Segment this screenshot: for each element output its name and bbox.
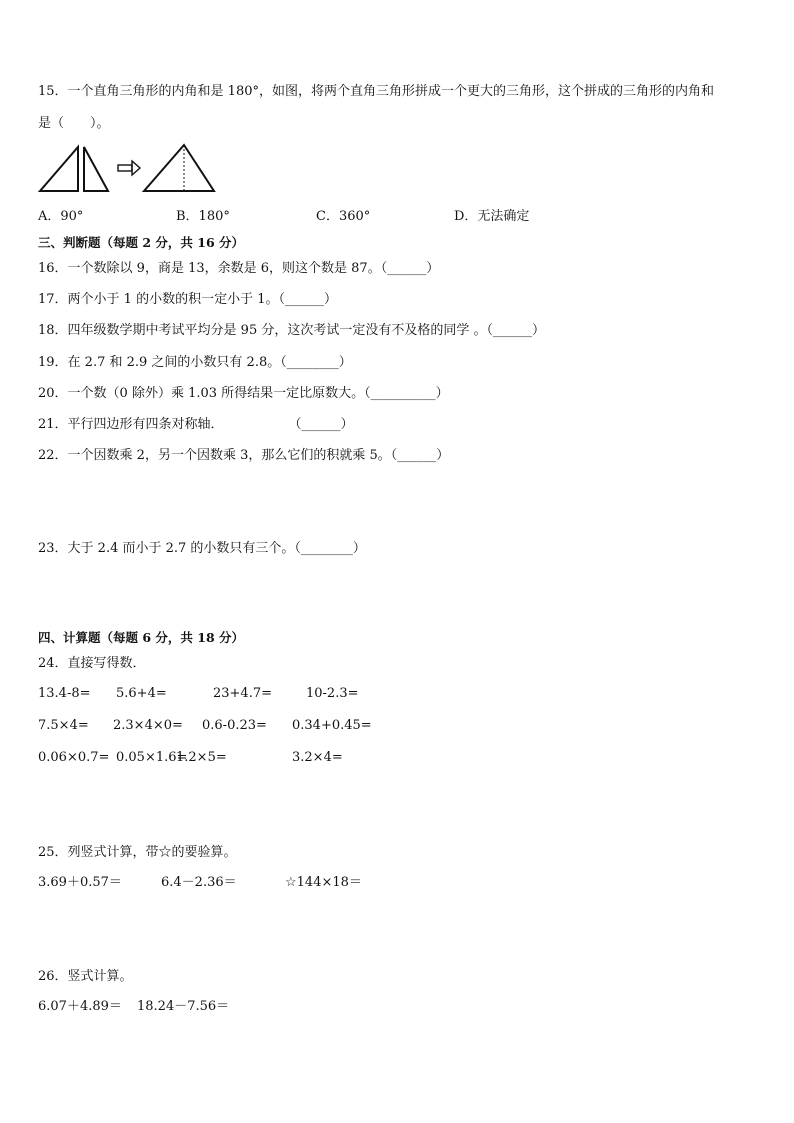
q22-text: 22．一个因数乘 2，另一个因数乘 3，那么它们的积就乘 5。（______）: [38, 448, 450, 463]
q24-r1-c1: 13.4-8=: [38, 686, 91, 701]
section3-title: 三、判断题（每题 2 分，共 16 分）: [38, 235, 245, 250]
q15-triangle-figure: [38, 143, 298, 195]
q24-r2-c1: 7.5×4=: [38, 718, 89, 733]
q25-item-3: ☆144×18＝: [285, 875, 362, 890]
q24-r2-c2: 2.3×4×0=: [113, 718, 183, 733]
q24-r3-c2: 0.05×1.6=: [116, 750, 188, 765]
q25-item-2: 6.4－2.36＝: [161, 875, 237, 890]
q24-r1-c2: 5.6+4=: [116, 686, 167, 701]
q23-text: 23．大于 2.4 而小于 2.7 的小数只有三个。（________）: [38, 541, 366, 556]
q21-text: 21．平行四边形有四条对称轴． （______）: [38, 417, 354, 432]
q26-item-1: 6.07＋4.89＝: [38, 999, 122, 1014]
q24-r1-c4: 10-2.3=: [306, 686, 359, 701]
q15-text-line1: 15．一个直角三角形的内角和是 180°，如图，将两个直角三角形拼成一个更大的三角形，这个拼成的三角形的内角和: [38, 84, 714, 99]
q25-prompt: 25．列竖式计算，带☆的要验算。: [38, 845, 237, 860]
q15-text-line2: 是（ ）。: [38, 116, 110, 131]
q15-option-a: A．90°: [38, 209, 84, 224]
left-right-triangle: [40, 147, 78, 191]
q15-option-d: D．无法确定: [454, 209, 530, 224]
q24-r3-c4: 3.2×4=: [292, 750, 343, 765]
combined-triangle: [144, 145, 214, 191]
q19-text: 19．在 2.7 和 2.9 之间的小数只有 2.8。（________）: [38, 355, 352, 370]
q24-r1-c3: 23+4.7=: [213, 686, 273, 701]
q24-r2-c4: 0.34+0.45=: [292, 718, 372, 733]
q26-item-2: 18.24－7.56＝: [137, 999, 230, 1014]
q15-option-c: C．360°: [316, 209, 371, 224]
section4-title: 四、计算题（每题 6 分，共 18 分）: [38, 630, 245, 645]
second-right-triangle: [84, 147, 108, 191]
q24-r3-c1: 0.06×0.7=: [38, 750, 110, 765]
arrow-right-icon: [118, 161, 140, 175]
q25-item-1: 3.69＋0.57＝: [38, 875, 122, 890]
q16-text: 16．一个数除以 9，商是 13，余数是 6，则这个数是 87。（______）: [38, 261, 440, 276]
q15-option-b: B．180°: [176, 209, 230, 224]
q24-r2-c3: 0.6-0.23=: [202, 718, 267, 733]
q24-prompt: 24．直接写得数．: [38, 656, 146, 671]
q18-text: 18．四年级数学期中考试平均分是 95 分，这次考试一定没有不及格的同学 。（______）: [38, 323, 545, 338]
q17-text: 17．两个小于 1 的小数的积一定小于 1。（______）: [38, 292, 337, 307]
q20-text: 20．一个数（0 除外）乘 1.03 所得结果一定比原数大。（__________）: [38, 386, 449, 401]
q24-r3-c3: 1.2×5=: [176, 750, 227, 765]
q26-prompt: 26．竖式计算。: [38, 969, 133, 984]
